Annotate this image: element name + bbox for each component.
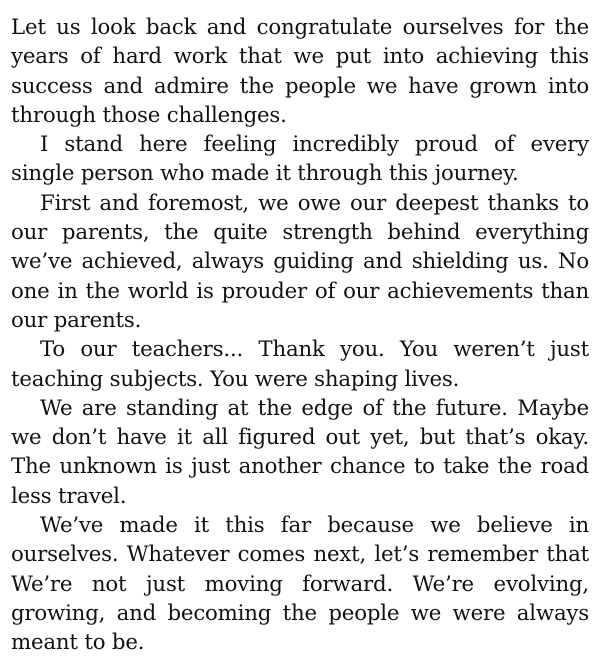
paragraph-reflection: Let us look back and congratulate ourselves for the years of hard work that we put into achieving this success and admire the people we have grown into through those challenges.: [11, 15, 589, 128]
paragraph-teachers: To our teachers... Thank you. You weren’t just teaching subjects. You were shaping lives.: [11, 337, 589, 392]
paragraph-pride: I stand here feeling incredibly proud of every single person who made it through this journey.: [11, 132, 589, 187]
paragraph-closing: We’ve made it this far because we believe in ourselves. Whatever comes next, let’s remember that We’re not just moving forward. We’re evolving, growing, and becoming the people we were always meant to be.: [11, 513, 589, 656]
paragraph-future: We are standing at the edge of the future. Maybe we don’t have it all figured out yet, but that’s okay. The unknown is just another chance to take the road less travel.: [11, 395, 589, 509]
paragraph-parents: First and foremost, we owe our deepest thanks to our parents, the quite strength behind everything we’ve achieved, always guiding and shielding us. No one in the world is prouder of our achievements than our parents.: [11, 190, 589, 333]
